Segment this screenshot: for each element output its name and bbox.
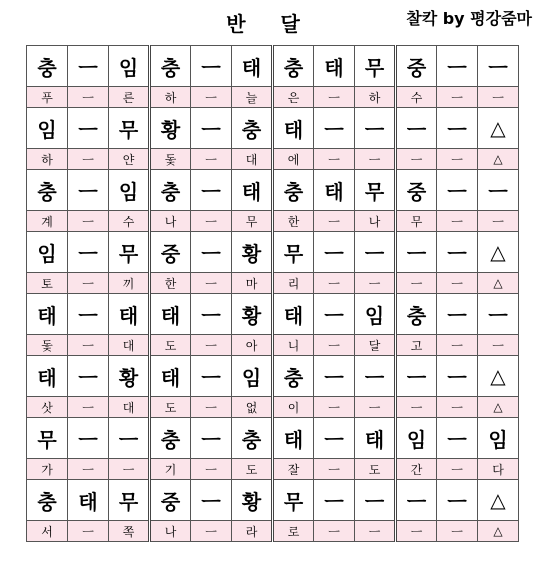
note-cell: △ xyxy=(478,480,519,521)
note-cell: 중 xyxy=(396,46,437,87)
lyric-cell: ㅡ xyxy=(68,211,109,232)
note-cell: 충 xyxy=(150,46,191,87)
note-cell: ㅡ xyxy=(355,232,396,273)
note-cell: 태 xyxy=(314,46,355,87)
lyric-cell: ㅡ xyxy=(396,397,437,418)
lyric-cell: ㅡ xyxy=(314,397,355,418)
note-cell: 태 xyxy=(150,356,191,397)
note-cell: ㅡ xyxy=(478,294,519,335)
lyric-cell: 계 xyxy=(27,211,68,232)
lyric-cell: ㅡ xyxy=(478,211,519,232)
lyric-cell: 푸 xyxy=(27,87,68,108)
lyric-cell: 하 xyxy=(150,87,191,108)
note-cell: 임 xyxy=(109,46,150,87)
note-cell: ㅡ xyxy=(355,356,396,397)
note-row xyxy=(27,418,519,459)
note-cell: ㅡ xyxy=(478,170,519,211)
note-row xyxy=(27,356,519,397)
lyric-cell: 하 xyxy=(27,149,68,170)
note-cell: ㅡ xyxy=(68,46,109,87)
lyric-cell: ㅡ xyxy=(314,521,355,542)
note-row xyxy=(27,170,519,211)
note-cell: ㅡ xyxy=(314,356,355,397)
lyric-cell: 대 xyxy=(109,335,150,356)
lyric-row xyxy=(27,87,519,108)
note-cell: 충 xyxy=(27,46,68,87)
note-cell: 중 xyxy=(396,170,437,211)
lyric-cell: ㅡ xyxy=(355,397,396,418)
lyric-cell: ㅡ xyxy=(396,521,437,542)
lyric-cell: 늘 xyxy=(232,87,273,108)
note-cell: ㅡ xyxy=(314,294,355,335)
lyric-cell: △ xyxy=(478,149,519,170)
lyric-cell: ㅡ xyxy=(68,335,109,356)
note-cell: ㅡ xyxy=(396,480,437,521)
lyric-cell: △ xyxy=(478,273,519,294)
lyric-cell: ㅡ xyxy=(191,211,232,232)
lyric-cell: 수 xyxy=(396,87,437,108)
lyric-cell: 마 xyxy=(232,273,273,294)
lyric-cell: 한 xyxy=(273,211,314,232)
note-cell: 태 xyxy=(27,356,68,397)
lyric-cell: ㅡ xyxy=(109,459,150,480)
lyric-cell: ㅡ xyxy=(68,273,109,294)
note-cell: ㅡ xyxy=(191,294,232,335)
lyric-cell: 니 xyxy=(273,335,314,356)
lyric-cell: 도 xyxy=(150,397,191,418)
lyric-cell: ㅡ xyxy=(191,459,232,480)
note-cell: ㅡ xyxy=(191,480,232,521)
lyric-cell: 무 xyxy=(232,211,273,232)
note-cell: 태 xyxy=(109,294,150,335)
note-cell: 충 xyxy=(27,480,68,521)
lyric-row xyxy=(27,273,519,294)
lyric-cell: ㅡ xyxy=(68,87,109,108)
lyric-cell: ㅡ xyxy=(437,211,478,232)
note-cell: 충 xyxy=(232,108,273,149)
lyric-cell: ㅡ xyxy=(68,521,109,542)
lyric-cell: ㅡ xyxy=(355,521,396,542)
credit-text: 찰칵 by 평강줌마 xyxy=(406,9,532,28)
lyric-cell: ㅡ xyxy=(191,149,232,170)
note-cell: ㅡ xyxy=(68,356,109,397)
lyric-cell: 달 xyxy=(355,335,396,356)
lyric-row xyxy=(27,149,519,170)
note-cell: ㅡ xyxy=(437,418,478,459)
lyric-cell: 도 xyxy=(355,459,396,480)
lyric-cell: ㅡ xyxy=(314,273,355,294)
note-cell: 태 xyxy=(273,294,314,335)
lyric-cell: ㅡ xyxy=(191,335,232,356)
note-cell: 태 xyxy=(232,46,273,87)
lyric-cell: 도 xyxy=(150,335,191,356)
lyric-cell: 대 xyxy=(232,149,273,170)
note-cell: 황 xyxy=(232,480,273,521)
note-cell: ㅡ xyxy=(191,170,232,211)
lyric-cell: 리 xyxy=(273,273,314,294)
lyric-cell: ㅡ xyxy=(478,335,519,356)
lyric-cell: 나 xyxy=(355,211,396,232)
lyric-cell: 나 xyxy=(150,211,191,232)
note-cell: ㅡ xyxy=(437,46,478,87)
note-cell: ㅡ xyxy=(355,480,396,521)
note-cell: 태 xyxy=(273,418,314,459)
note-cell: △ xyxy=(478,108,519,149)
note-cell: 임 xyxy=(27,108,68,149)
note-cell: ㅡ xyxy=(437,108,478,149)
note-cell: 임 xyxy=(396,418,437,459)
note-cell: 태 xyxy=(314,170,355,211)
note-cell: 충 xyxy=(150,418,191,459)
note-row xyxy=(27,294,519,335)
note-cell: ㅡ xyxy=(314,480,355,521)
lyric-row xyxy=(27,335,519,356)
lyric-cell: 쪽 xyxy=(109,521,150,542)
lyric-cell: 다 xyxy=(478,459,519,480)
lyric-row xyxy=(27,397,519,418)
note-cell: ㅡ xyxy=(191,108,232,149)
note-cell: 임 xyxy=(355,294,396,335)
lyric-cell: 대 xyxy=(109,397,150,418)
note-cell: 임 xyxy=(109,170,150,211)
note-cell: 태 xyxy=(27,294,68,335)
note-cell: 충 xyxy=(273,356,314,397)
note-cell: ㅡ xyxy=(109,418,150,459)
note-cell: ㅡ xyxy=(355,108,396,149)
lyric-row xyxy=(27,459,519,480)
note-cell: 무 xyxy=(355,170,396,211)
note-cell: 황 xyxy=(109,356,150,397)
lyric-row xyxy=(27,211,519,232)
lyric-cell: 끼 xyxy=(109,273,150,294)
note-cell: 임 xyxy=(27,232,68,273)
note-cell: 무 xyxy=(273,232,314,273)
note-cell: 무 xyxy=(27,418,68,459)
lyric-cell: ㅡ xyxy=(437,149,478,170)
lyric-cell: △ xyxy=(478,521,519,542)
note-cell: ㅡ xyxy=(437,232,478,273)
note-cell: ㅡ xyxy=(191,46,232,87)
lyric-cell: 고 xyxy=(396,335,437,356)
note-cell: ㅡ xyxy=(314,232,355,273)
note-cell: 충 xyxy=(232,418,273,459)
lyric-cell: 잘 xyxy=(273,459,314,480)
note-cell: ㅡ xyxy=(396,232,437,273)
lyric-cell: ㅡ xyxy=(437,87,478,108)
note-cell: 임 xyxy=(232,356,273,397)
note-cell: 충 xyxy=(396,294,437,335)
lyric-cell: 은 xyxy=(273,87,314,108)
note-cell: 태 xyxy=(150,294,191,335)
lyric-cell: 아 xyxy=(232,335,273,356)
lyric-cell: ㅡ xyxy=(191,273,232,294)
lyric-row xyxy=(27,521,519,542)
lyric-cell: ㅡ xyxy=(314,149,355,170)
lyric-cell: 서 xyxy=(27,521,68,542)
lyric-cell: 도 xyxy=(232,459,273,480)
lyric-cell: ㅡ xyxy=(396,273,437,294)
lyric-cell: 나 xyxy=(150,521,191,542)
note-cell: ㅡ xyxy=(396,356,437,397)
lyric-cell: 무 xyxy=(396,211,437,232)
lyric-cell: ㅡ xyxy=(437,397,478,418)
lyric-cell: 하 xyxy=(355,87,396,108)
lyric-cell: ㅡ xyxy=(191,397,232,418)
lyric-cell: 삿 xyxy=(27,397,68,418)
note-cell: 무 xyxy=(109,480,150,521)
note-cell: ㅡ xyxy=(68,232,109,273)
lyric-cell: ㅡ xyxy=(314,335,355,356)
lyric-cell: 가 xyxy=(27,459,68,480)
note-cell: 무 xyxy=(109,232,150,273)
note-cell: 중 xyxy=(150,232,191,273)
note-cell: ㅡ xyxy=(437,480,478,521)
note-cell: 태 xyxy=(355,418,396,459)
lyric-cell: ㅡ xyxy=(314,87,355,108)
note-cell: 태 xyxy=(68,480,109,521)
lyric-cell: ㅡ xyxy=(314,459,355,480)
lyric-cell: 돛 xyxy=(150,149,191,170)
note-cell: 황 xyxy=(232,232,273,273)
note-cell: 충 xyxy=(150,170,191,211)
note-cell: 무 xyxy=(109,108,150,149)
lyric-cell: 라 xyxy=(232,521,273,542)
lyric-cell: 에 xyxy=(273,149,314,170)
note-cell: ㅡ xyxy=(68,418,109,459)
lyric-cell: ㅡ xyxy=(396,149,437,170)
lyric-cell: ㅡ xyxy=(437,335,478,356)
note-cell: 무 xyxy=(355,46,396,87)
lyric-cell: ㅡ xyxy=(355,149,396,170)
lyric-cell: ㅡ xyxy=(355,273,396,294)
note-cell: ㅡ xyxy=(437,356,478,397)
score-body xyxy=(27,46,519,542)
lyric-cell: △ xyxy=(478,397,519,418)
lyric-cell: ㅡ xyxy=(68,459,109,480)
lyric-cell: 이 xyxy=(273,397,314,418)
note-cell: ㅡ xyxy=(314,418,355,459)
note-cell: ㅡ xyxy=(478,46,519,87)
note-cell: ㅡ xyxy=(191,418,232,459)
lyric-cell: ㅡ xyxy=(68,397,109,418)
score-table xyxy=(26,45,519,542)
note-cell: △ xyxy=(478,232,519,273)
lyric-cell: 기 xyxy=(150,459,191,480)
lyric-cell: ㅡ xyxy=(191,87,232,108)
note-cell: △ xyxy=(478,356,519,397)
lyric-cell: 간 xyxy=(396,459,437,480)
note-cell: 충 xyxy=(27,170,68,211)
note-cell: 황 xyxy=(150,108,191,149)
lyric-cell: ㅡ xyxy=(478,87,519,108)
lyric-cell: ㅡ xyxy=(437,521,478,542)
note-cell: ㅡ xyxy=(68,170,109,211)
note-cell: ㅡ xyxy=(191,356,232,397)
lyric-cell: 로 xyxy=(273,521,314,542)
lyric-cell: 없 xyxy=(232,397,273,418)
lyric-cell: ㅡ xyxy=(437,459,478,480)
note-cell: 태 xyxy=(273,108,314,149)
note-row xyxy=(27,46,519,87)
note-cell: 무 xyxy=(273,480,314,521)
note-row xyxy=(27,480,519,521)
note-cell: ㅡ xyxy=(396,108,437,149)
note-cell: ㅡ xyxy=(68,294,109,335)
note-cell: ㅡ xyxy=(437,294,478,335)
note-cell: 태 xyxy=(232,170,273,211)
note-cell: 충 xyxy=(273,170,314,211)
note-cell: ㅡ xyxy=(191,232,232,273)
note-row xyxy=(27,108,519,149)
note-cell: ㅡ xyxy=(68,108,109,149)
lyric-cell: ㅡ xyxy=(191,521,232,542)
lyric-cell: 돛 xyxy=(27,335,68,356)
lyric-cell: 수 xyxy=(109,211,150,232)
note-cell: 중 xyxy=(150,480,191,521)
lyric-cell: ㅡ xyxy=(437,273,478,294)
lyric-cell: 얀 xyxy=(109,149,150,170)
lyric-cell: ㅡ xyxy=(68,149,109,170)
note-cell: 충 xyxy=(273,46,314,87)
lyric-cell: 른 xyxy=(109,87,150,108)
note-cell: ㅡ xyxy=(437,170,478,211)
lyric-cell: 한 xyxy=(150,273,191,294)
note-cell: 임 xyxy=(478,418,519,459)
note-row xyxy=(27,232,519,273)
note-cell: ㅡ xyxy=(314,108,355,149)
page-title: 반 달 xyxy=(226,12,314,36)
lyric-cell: 토 xyxy=(27,273,68,294)
lyric-cell: ㅡ xyxy=(314,211,355,232)
note-cell: 황 xyxy=(232,294,273,335)
